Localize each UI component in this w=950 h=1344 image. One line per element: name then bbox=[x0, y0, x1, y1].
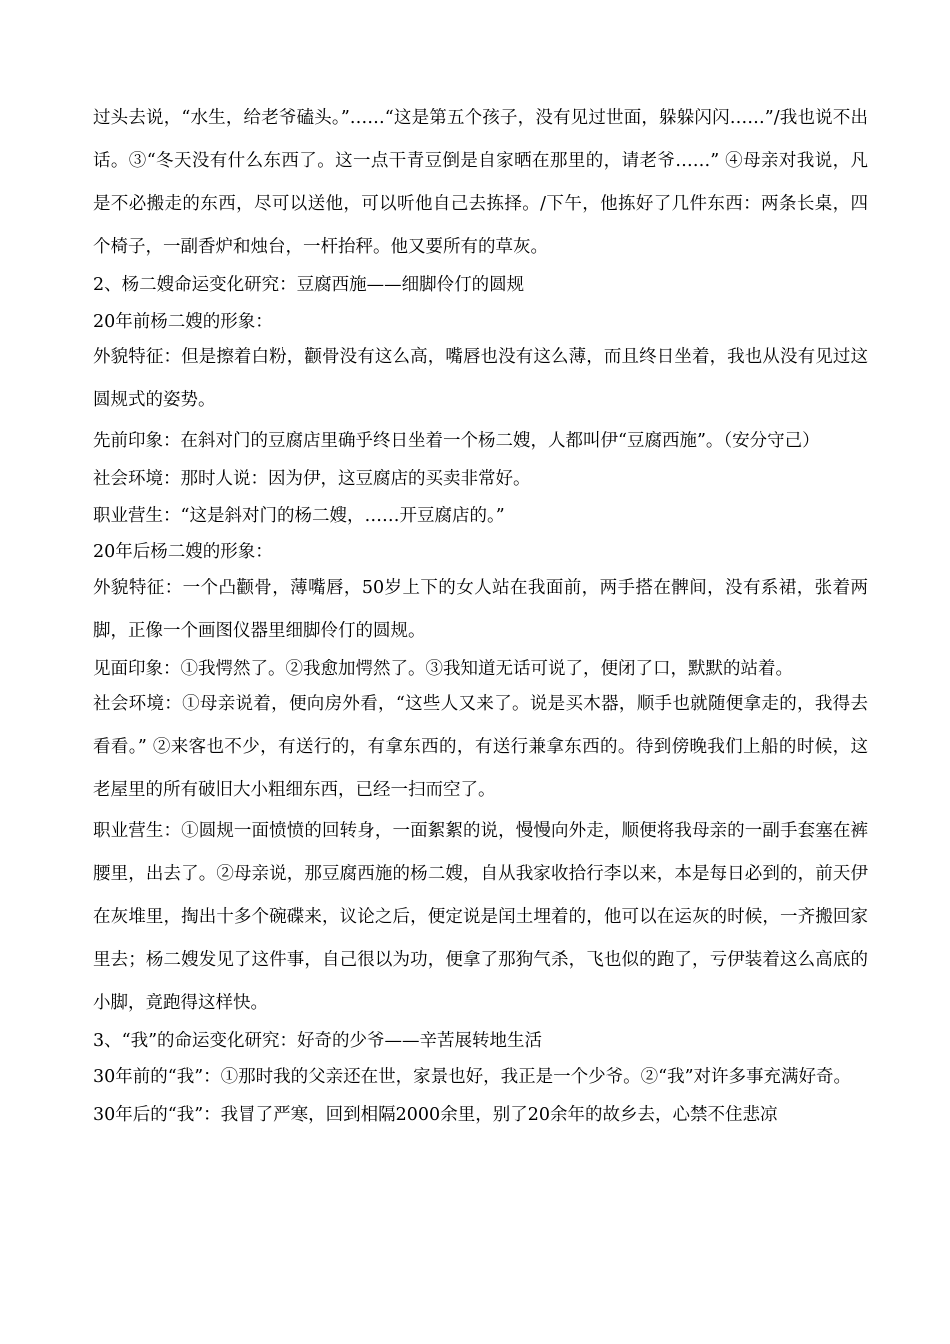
document-body bbox=[93, 97, 868, 1131]
paragraph-society-after: 社会环境：①母亲说着，便向房外看，“这些人又来了。说是买木器，顺手也就随便拿走的，我得去看看。” ②来客也不少，有送行的，有拿东西的，有送行兼拿东西的。待到傍晚我们上船的时候，这老屋里的所有破旧大小粗细东西，已经一扫而空了。 bbox=[93, 694, 868, 800]
paragraph-narrator-after: 30年后的“我”：我冒了严寒，回到相隔2000余里，别了20余年的故乡去，心禁不住悲凉 bbox=[93, 1104, 778, 1125]
paragraph-appearance-after: 外貌特征：一个凸颧骨，薄嘴唇，50岁上下的女人站在我面前，两手搭在髀间，没有系裙，张着两脚，正像一个画图仪器里细脚伶仃的圆规。 bbox=[93, 577, 868, 641]
paragraph-impression-before: 先前印象：在斜对门的豆腐店里确乎终日坐着一个杨二嫂，人都叫伊“豆腐西施”。（安分守己） bbox=[93, 431, 820, 451]
paragraph-occupation-before: 职业营生：“这是斜对门的杨二嫂，……开豆腐店的。” bbox=[93, 505, 505, 526]
paragraph-impression-after: 见面印象：①我愕然了。②我愈加愕然了。③我知道无话可说了，便闭了口，默默的站着。 bbox=[93, 658, 793, 679]
heading-narrator-fate: 3、“我”的命运变化研究：好奇的少爷——辛苦展转地生活 bbox=[93, 1031, 543, 1051]
paragraph-occupation-after: 职业营生：①圆规一面愤愤的回转身，一面絮絮的说，慢慢向外走，顺便将我母亲的一副手套塞在裤腰里，出去了。②母亲说，那豆腐西施的杨二嫂，自从我家收拾行李以来，本是每日必到的，前天伊在灰堆里，掏出十多个碗碟来，议论之后，便定说是闰土埋着的，他可以在运灰的时候，一齐搬回家里去；杨二嫂发见了这件事，自己很以为功，便拿了那狗气杀，飞也似的跑了，亏伊装着这么高底的小脚，竟跑得这样快。 bbox=[93, 821, 868, 1013]
subheading-yang-after: 20年后杨二嫂的形象： bbox=[93, 542, 273, 562]
paragraph-appearance-before: 外貌特征：但是擦着白粉，颧骨没有这么高，嘴唇也没有这么薄，而且终日坐着，我也从没有见过这圆规式的姿势。 bbox=[93, 347, 868, 410]
heading-yang-ersao-fate: 2、杨二嫂命运变化研究：豆腐西施——细脚伶仃的圆规 bbox=[93, 275, 525, 295]
paragraph-society-before: 社会环境：那时人说：因为伊，这豆腐店的买卖非常好。 bbox=[93, 469, 531, 489]
subheading-yang-before: 20年前杨二嫂的形象： bbox=[93, 311, 273, 332]
paragraph-narrator-before: 30年前的“我”：①那时我的父亲还在世，家景也好，我正是一个少爷。②“我”对许多事充满好奇。 bbox=[93, 1066, 852, 1087]
paragraph-runtu-farewell: 过头去说，“水生，给老爷磕头。”……“这是第五个孩子，没有见过世面，躲躲闪闪……”/我也说不出话。③“冬天没有什么东西了。这一点干青豆倒是自家晒在那里的，请老爷……” ④母亲对我说，凡是不必搬走的东西，尽可以送他，可以听他自己去拣择。/下午，他拣好了几件东西：两条长桌，四个椅子，一副香炉和烛台，一杆抬秤。他又要所有的草灰。 bbox=[93, 108, 868, 257]
